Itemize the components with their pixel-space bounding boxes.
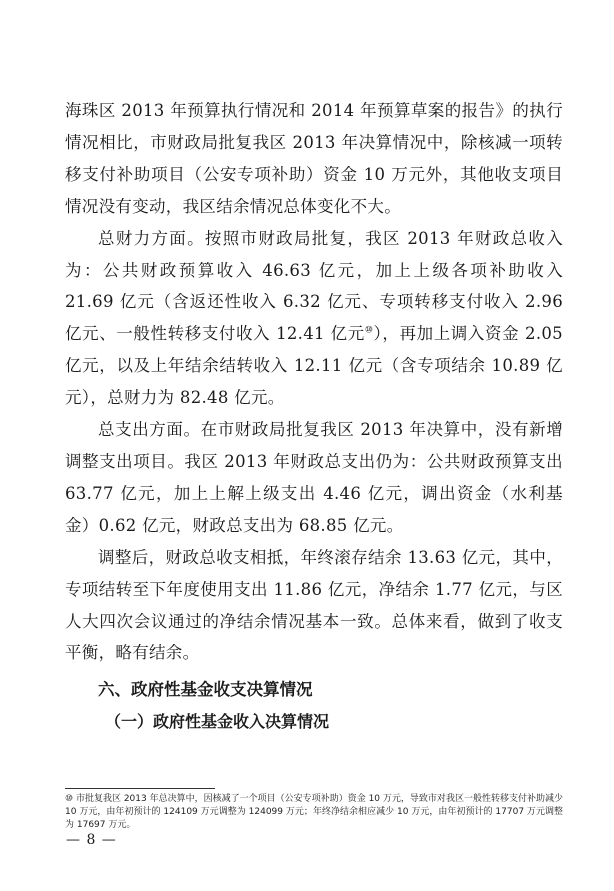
footnote-marker: ⑩ (364, 325, 374, 336)
paragraph-continuation: 海珠区 2013 年预算执行情况和 2014 年预算草案的报告》的执行情况相比，市财政局批复我区 2013 年决算情况中，除核减一项转移支付补助项目（公安专项补助）资金 10 万元外，其他收支项目情况没有变动，我区结余情况总体变化不大。 (65, 101, 563, 216)
paragraph-total-revenue (65, 223, 563, 414)
section-heading: 六、政府性基金收支决算情况 (98, 680, 313, 700)
paragraph-balance: 调整后，财政总收支相抵，年终滚存结余 13.63 亿元，其中，专项结转至下年度使用支出 11.86 亿元，净结余 1.77 亿元，与区人大四次会议通过的净结余情况基本一致。总体来看，做到了收支平衡，略有结余。 (65, 547, 563, 663)
body-text (65, 95, 563, 738)
footnote: ⑩ 市批复我区 2013 年总决算中，因核减了一个项目（公安专项补助）资金 10 万元，导致市对我区一般性转移支付补助减少 10 万元，由年初预计的 124109 万元调整为 124099 万元；年终净结余相应减少 10 万元，由年初预计的 17707 万元调整为 17697 万元。 (65, 794, 563, 830)
footnote-divider (65, 788, 215, 789)
paragraph-total-expenditure: 总支出方面。在市财政局批复我区 2013 年决算中，没有新增调整支出项目。我区 2013 年财政总支出仍为：公共财政预算支出 63.77 亿元，加上上解上级支出 4.46 亿元，调出资金（水利基金）0.62 亿元，财政总支出为 68.85 亿元。 (65, 420, 563, 535)
paragraph-total-revenue-tail: ），再加上调入资金 2.05 亿元，以及上年结余结转收入 12.11 亿元（含专项结余 10.89 亿元），总财力为 82.48 亿元。 (65, 324, 563, 408)
paragraph-total-revenue-head: 总财力方面。按照市财政局批复，我区 2013 年财政总收入为：公共财政预算收入 46.63 亿元，加上上级各项补助收入 21.69 亿元（含返还性收入 6.32 亿元、专项转移支付收入 2.96 亿元、一般性转移支付收入 12.41 亿元 (65, 228, 563, 344)
page-number: — 8 — (66, 832, 117, 848)
subsection-heading: （一）政府性基金收入决算情况 (105, 712, 330, 732)
